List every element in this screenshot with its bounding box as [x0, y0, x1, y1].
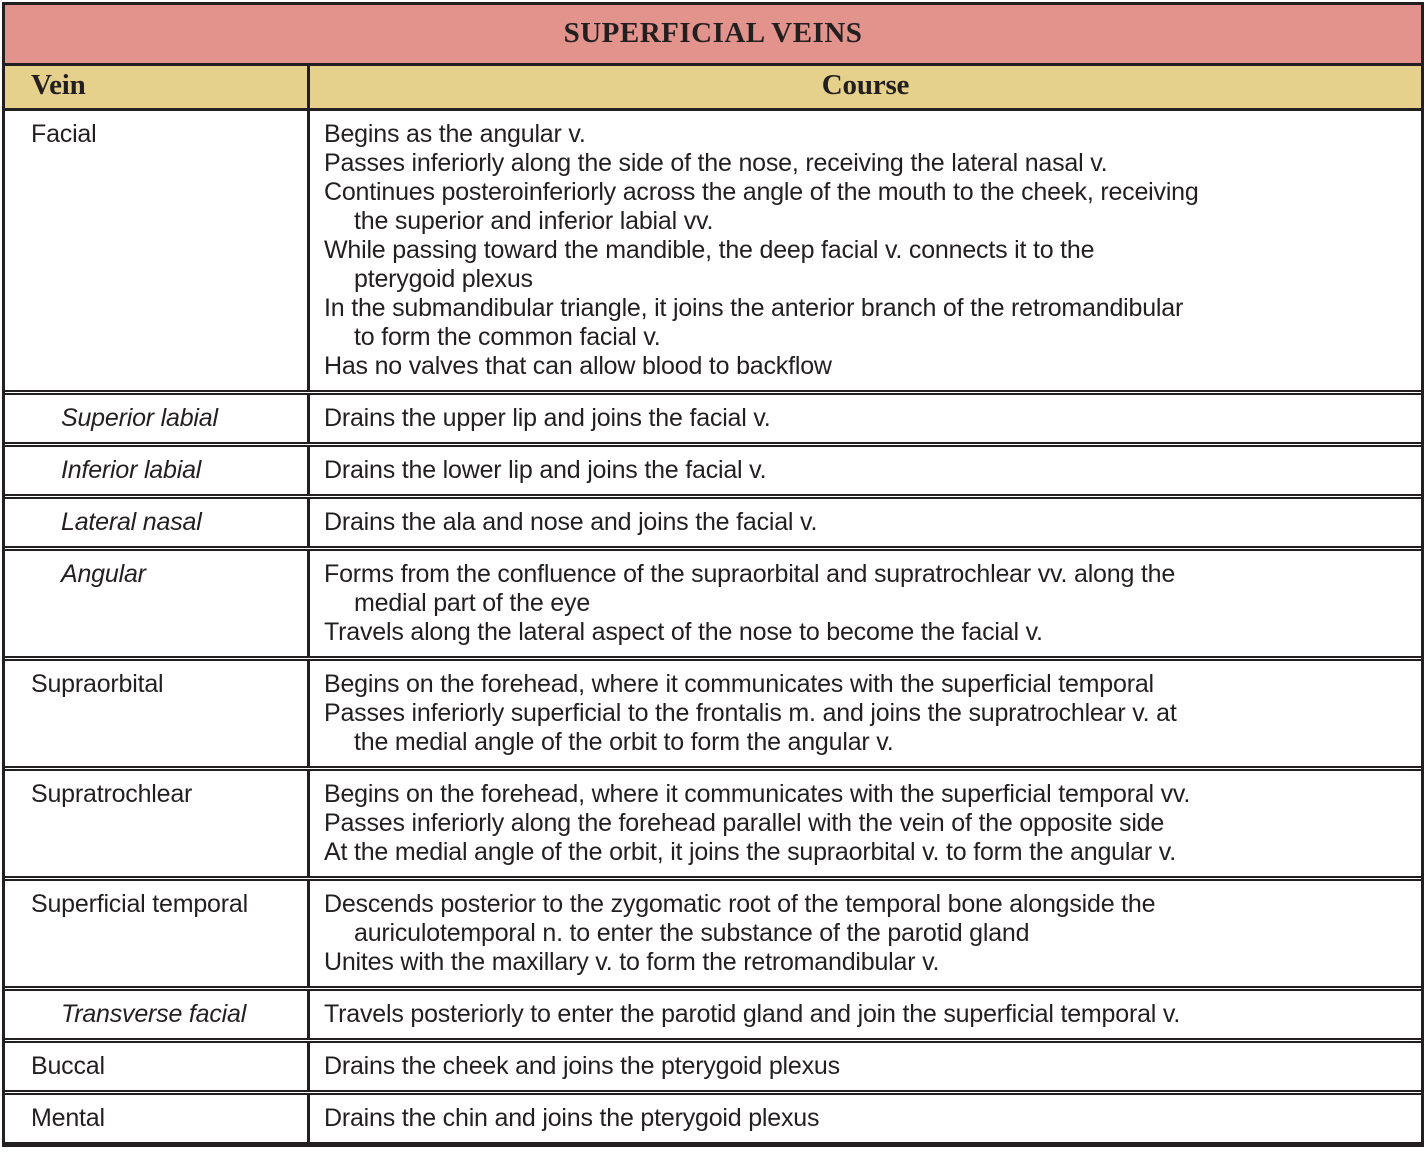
course-item: Begins as the angular v. [324, 120, 586, 148]
course-item: Travels posteriorly to enter the parotid gland and join the superficial temporal v. [324, 1000, 1181, 1028]
table-row [5, 546, 1421, 656]
course-cell [310, 1095, 1421, 1142]
course-cell [310, 1043, 1421, 1090]
course-item: Descends posterior to the zygomatic root of the temporal bone alongside the auriculotemporal n. to enter the substance of the parotid gland [324, 890, 1156, 947]
course-item: Unites with the maxillary v. to form the retromandibular v. [324, 948, 940, 976]
course-cell [310, 661, 1421, 766]
course-item: Drains the upper lip and joins the facial v. [324, 404, 771, 432]
course-cell [310, 395, 1421, 442]
course-item: Continues posteroinferiorly across the angle of the mouth to the cheek, receiving the superior and inferior labial vv. [324, 178, 1199, 235]
course-item: Passes inferiorly along the side of the nose, receiving the lateral nasal v. [324, 149, 1108, 177]
course-item: In the submandibular triangle, it joins the anterior branch of the retromandibular to form the common facial v. [324, 294, 1184, 351]
vein-cell: Facial [5, 111, 310, 390]
table-row [5, 876, 1421, 986]
course-item: Drains the ala and nose and joins the facial v. [324, 508, 818, 536]
vein-cell: Inferior labial [5, 447, 310, 494]
table-row [5, 986, 1421, 1038]
table-title: SUPERFICIAL VEINS [5, 5, 1421, 66]
course-item: At the medial angle of the orbit, it joins the supraorbital v. to form the angular v. [324, 838, 1176, 866]
course-cell [310, 111, 1421, 390]
table-row [5, 111, 1421, 390]
table-row [5, 766, 1421, 876]
vein-cell: Angular [5, 551, 310, 656]
vein-cell: Mental [5, 1095, 310, 1142]
column-header-vein: Vein [5, 66, 310, 108]
table-row [5, 656, 1421, 766]
table-body [5, 111, 1421, 1142]
course-item: Has no valves that can allow blood to backflow [324, 352, 832, 380]
course-cell [310, 771, 1421, 876]
course-item: Passes inferiorly superficial to the frontalis m. and joins the supratrochlear v. at the medial angle of the orbit to form the angular v. [324, 699, 1177, 756]
course-cell [310, 551, 1421, 656]
vein-cell: Superior labial [5, 395, 310, 442]
table-row [5, 1038, 1421, 1090]
vein-cell: Superficial temporal [5, 881, 310, 986]
vein-cell: Transverse facial [5, 991, 310, 1038]
course-cell [310, 447, 1421, 494]
table-row [5, 390, 1421, 442]
table-row [5, 442, 1421, 494]
course-item: Drains the lower lip and joins the facial v. [324, 456, 767, 484]
table-row [5, 1090, 1421, 1142]
superficial-veins-table [2, 2, 1424, 1147]
column-header-row [5, 66, 1421, 111]
course-item: Drains the cheek and joins the pterygoid plexus [324, 1052, 840, 1080]
course-cell [310, 991, 1421, 1038]
vein-cell: Supratrochlear [5, 771, 310, 876]
course-item: Passes inferiorly along the forehead parallel with the vein of the opposite side [324, 809, 1165, 837]
vein-cell: Supraorbital [5, 661, 310, 766]
course-item: Begins on the forehead, where it communicates with the superficial temporal [324, 670, 1154, 698]
vein-cell: Buccal [5, 1043, 310, 1090]
column-header-course: Course [821, 69, 910, 101]
course-item: Forms from the confluence of the supraorbital and supratrochlear vv. along the medial part of the eye [324, 560, 1176, 617]
course-cell [310, 499, 1421, 546]
vein-cell: Lateral nasal [5, 499, 310, 546]
table-row [5, 494, 1421, 546]
course-item: While passing toward the mandible, the deep facial v. connects it to the pterygoid plexus [324, 236, 1095, 293]
course-item: Drains the chin and joins the pterygoid plexus [324, 1104, 820, 1132]
course-cell [310, 881, 1421, 986]
course-item: Travels along the lateral aspect of the nose to become the facial v. [324, 618, 1043, 646]
course-item: Begins on the forehead, where it communicates with the superficial temporal vv. [324, 780, 1191, 808]
